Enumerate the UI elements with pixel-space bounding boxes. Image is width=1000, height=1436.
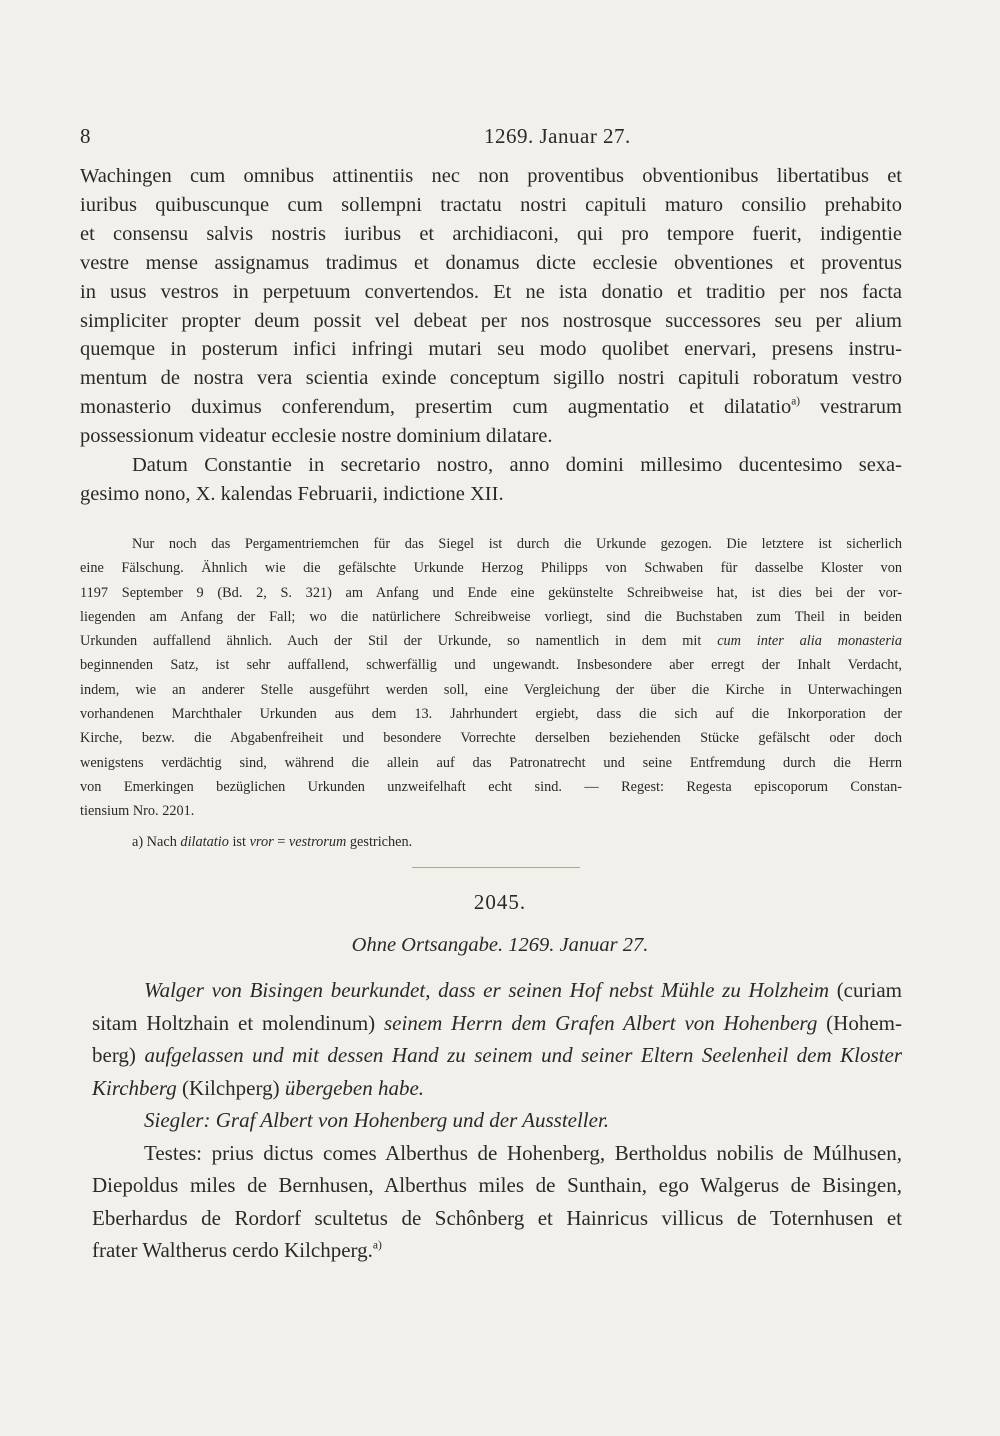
section-divider <box>412 867 580 868</box>
note-line: wenigstens verdächtig sind, während die allein auf das Patronatrecht und seine Entfremdung durch die Herrn <box>80 754 902 771</box>
note-line: liegenden am Anfang der Fall; wo die natürlichere Schreibweise vorliegt, sind die Buchstaben zum Theil in beiden <box>80 608 902 625</box>
regest-line <box>92 1007 902 1040</box>
regest-roman: sitam Holtzhain et molendinum) <box>92 1010 384 1035</box>
text-line: et consensu salvis nostris iuribus et archidiaconi, qui pro tempore fuerit, indigentie <box>80 222 902 245</box>
testes-segment: frater Waltherus cerdo Kilchperg. <box>92 1238 373 1262</box>
note-line: indem, wie an anderer Stelle ausgeführt werden soll, eine Vergleichung der über die Kirche in Unterwachingen <box>80 681 902 698</box>
text-line: iuribus quibuscunque cum sollempni tractatu nostri capituli maturo consilio prehabito <box>80 193 902 216</box>
footnote-text: = <box>273 833 289 850</box>
testes-line: Diepoldus miles de Bernhusen, Alberthus miles de Sunthain, ego Walgerus de Bisingen, <box>92 1173 902 1197</box>
footnote-marker: a) <box>791 395 800 408</box>
regest <box>92 974 902 1267</box>
place-date-heading: Ohne Ortsangabe. 1269. Januar 27. <box>351 934 649 956</box>
text-segment: vestrarum <box>799 396 902 419</box>
regest-line <box>92 974 902 1007</box>
note-line: eine Fälschung. Ähnlich wie die gefälschte Urkunde Herzog Philipps von Schwaben für dasselbe Kloster von <box>80 560 902 577</box>
siegler-line: Siegler: Graf Albert von Hohenberg und der Aussteller. <box>144 1108 610 1132</box>
note-quote: cum inter alia monasteria <box>717 633 903 650</box>
regest-italic: seinem Herrn dem Grafen Albert von Hohenberg <box>384 1010 818 1035</box>
note-line: Kirche, bezw. die Abgabenfreiheit und besondere Vorrechte derselben beziehenden Stücke gefälscht oder doch <box>80 730 902 747</box>
datum-line: Datum Constantie in secretario nostro, anno domini millesimo ducentesimo sexa- <box>132 454 902 477</box>
footnote-text: gestrichen. <box>346 833 413 850</box>
text-line: in usus vestros in perpetuum convertendos. Et ne ista donatio et traditio per nos facta <box>80 280 902 303</box>
testes-line <box>92 1234 902 1267</box>
regest-roman: (Kilchperg) <box>176 1075 285 1100</box>
regest-italic: Walger von Bisingen beurkundet, dass er seinen Hof nebst Mühle zu Holzheim <box>144 978 830 1002</box>
regest-roman: (curiam <box>829 978 902 1002</box>
running-date: 1269. Januar 27. <box>484 124 631 148</box>
text-line: vestre mense assignamus tradimus et donamus dicte ecclesie obventiones et proventus <box>80 251 902 274</box>
regest-italic: Kirchberg <box>92 1075 177 1100</box>
text-segment: monasterio duximus conferendum, presertim cum augmentatio et dilatatio <box>80 396 792 419</box>
regest-italic: aufgelassen und mit dessen Hand zu seinem und seiner Eltern Seelenheil dem Kloster <box>144 1043 902 1067</box>
note-line: tiensium Nro. 2201. <box>80 803 195 820</box>
footnote-a <box>80 830 902 854</box>
note-line <box>80 629 902 653</box>
testes-line: Eberhardus de Rordorf scultetus de Schônberg et Hainricus villicus de Toternhusen et <box>92 1205 902 1230</box>
note-segment: Urkunden auffallend ähnlich. Auch der Stil der Urkunde, so namentlich in dem mit <box>80 633 718 650</box>
regest-roman: berg) <box>92 1043 145 1067</box>
note-line: 1197 September 9 (Bd. 2, S. 321) am Anfang und Ende eine gekünstelte Schreibweise hat, ist dies bei der vor- <box>80 584 902 601</box>
datum-line: gesimo nono, X. kalendas Februarii, indictione XII. <box>80 482 504 505</box>
text-line: simpliciter propter deum possit vel debeat per nos nostrosque successores seu per alium <box>80 309 902 332</box>
text-line <box>80 393 902 422</box>
footnote-marker: a) <box>372 1239 382 1252</box>
note-line: von Emerkingen bezüglichen Urkunden unzweifelhaft echt sind. — Regest: Regesta episcoporum Constan- <box>80 778 902 795</box>
text-line: Wachingen cum omnibus attinentiis nec non proventibus obventionibus libertatibus et <box>80 165 902 187</box>
document-number: 2045. <box>473 890 527 914</box>
footnote-text: ist <box>228 833 250 850</box>
footnote-word: dilatatio <box>180 833 229 850</box>
footnote-word: vror <box>249 833 274 850</box>
testes-line: Testes: prius dictus comes Alberthus de Hohenberg, Bertholdus nobilis de Múlhusen, <box>144 1140 902 1165</box>
footnote-word: vestrorum <box>288 833 347 850</box>
footnote-text: a) Nach <box>132 833 181 850</box>
text-line: quemque in posterum infici infringi mutari seu modo quolibet enervari, presens instru- <box>80 338 902 361</box>
note-line: Nur noch das Pergamentriemchen für das Siegel ist durch die Urkunde gezogen. Die letztere ist sicherlich <box>132 536 902 552</box>
page-number: 8 <box>80 124 91 148</box>
note-line: beginnenden Satz, ist sehr auffallend, schwerfällig und ungewandt. Insbesondere aber erregt der Inhalt Verdacht, <box>80 657 902 674</box>
note-line: vorhandenen Marchthaler Urkunden aus dem 13. Jahrhundert ergiebt, dass die sich auf die Inkorporation der <box>80 706 902 723</box>
regest-italic: übergeben habe. <box>284 1075 425 1100</box>
running-header <box>80 124 910 154</box>
editorial-notes <box>80 532 902 854</box>
text-line: possessionum videatur ecclesie nostre dominium dilatare. <box>80 425 553 448</box>
regest-roman: (Hohem- <box>817 1010 902 1035</box>
regest-line <box>92 1039 902 1072</box>
charter-text <box>80 162 902 509</box>
text-line: mentum de nostra vera scientia exinde conceptum sigillo nostri capituli roboratum vestro <box>80 367 902 390</box>
regest-line <box>92 1072 902 1105</box>
